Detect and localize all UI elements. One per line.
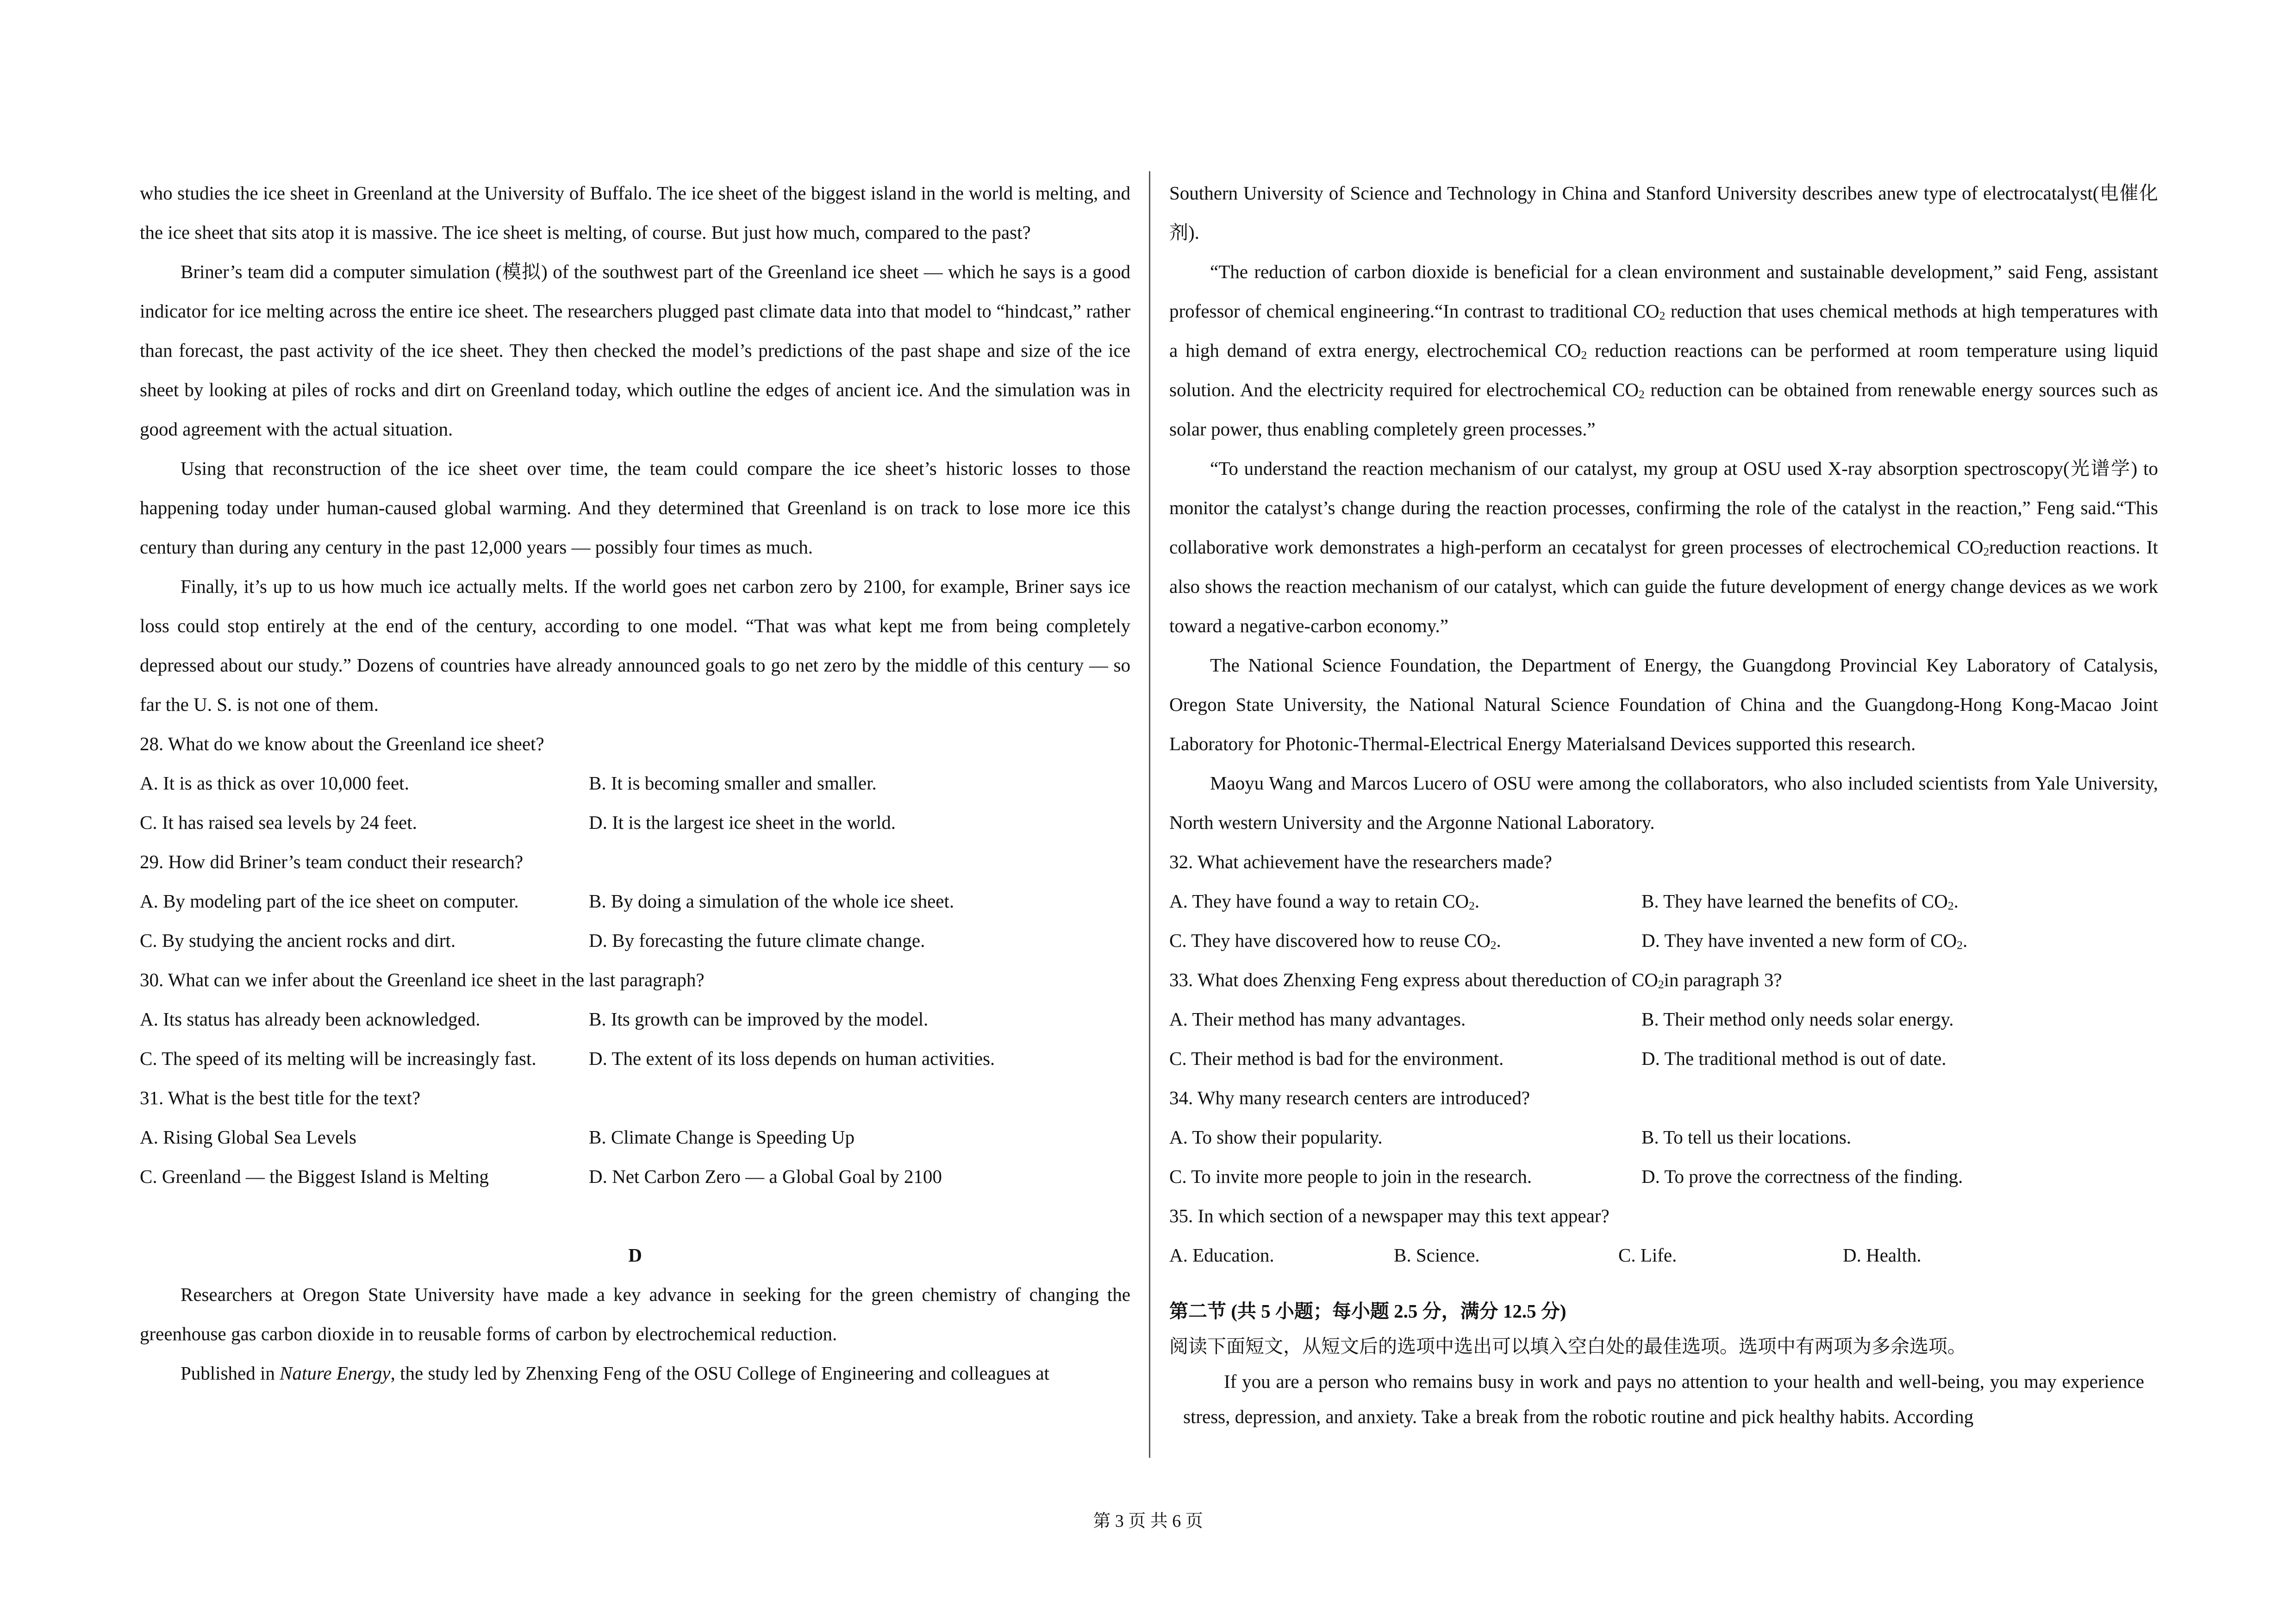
question-31-options (140, 1118, 1130, 1157)
question-30-options (140, 1000, 1130, 1039)
option-31b[interactable]: B. Climate Change is Speeding Up (589, 1126, 855, 1148)
option-34c[interactable]: C. To invite more people to join in the research. (1169, 1166, 1532, 1187)
question-29: 29. How did Briner’s team conduct their research? (140, 851, 524, 872)
subscript: 2 (1659, 309, 1666, 323)
subscript: 2 (1658, 978, 1664, 991)
option-34b[interactable]: B. To tell us their locations. (1641, 1126, 1852, 1148)
option-text: D. They have invented a new form of CO (1641, 930, 1957, 951)
option-31c[interactable]: C. Greenland — the Biggest Island is Melting (140, 1166, 489, 1187)
question-32-options-row2 (1169, 921, 2158, 960)
option-35b[interactable]: B. Science. (1394, 1244, 1480, 1266)
passage-d-paragraph-6: The National Science Foundation, the Department of Energy, the Guangdong Provincial Key Laboratory of Catalysis, Oregon State University, the National Natural Science Foundation of China and the Guangdong-Hong Kong-Macao Joint Laboratory for Photonic-Thermal-Electrical Energy Materialsand Devices supported this research. (1169, 654, 2158, 754)
passage-c-paragraph-2: Briner’s team did a computer simulation (模拟) of the southwest part of the Greenland ice sheet — which he says is a good indicator for ice melting across the entire ice sheet. The researchers plugged past climate data into that model to “hindcast,” rather than forecast, the past activity of the ice sheet. They then checked the model’s predictions of the past shape and size of the ice sheet by looking at piles of rocks and dirt on Greenland today, which outline the edges of ancient ice. And the simulation was in good agreement with the actual situation. (140, 261, 1130, 440)
text-run: , the study led by Zhenxing Feng of the OSU College of Engineering and colleagues at (390, 1362, 1049, 1384)
text-run: “The reduction of carbon dioxide is beneficial for a clean environment and sustainable development,” said Feng, assistant professor of chemical engineering.“In contrast to traditional CO (1169, 261, 2158, 322)
option-32c[interactable] (1169, 921, 1641, 960)
option-text: C. They have discovered how to reuse CO (1169, 930, 1491, 951)
question-29-options (140, 882, 1130, 921)
option-33a[interactable]: A. Their method has many advantages. (1169, 1008, 1466, 1030)
column-divider (1149, 171, 1150, 1458)
option-33d[interactable]: D. The traditional method is out of date. (1641, 1048, 1947, 1069)
spacer (1169, 1275, 2158, 1293)
option-33c[interactable]: C. Their method is bad for the environment. (1169, 1048, 1504, 1069)
option-30c[interactable]: C. The speed of its melting will be increasingly fast. (140, 1048, 537, 1069)
option-29a[interactable]: A. By modeling part of the ice sheet on computer. (140, 890, 519, 912)
passage-c-paragraph-3: Using that reconstruction of the ice sheet over time, the team could compare the ice sheet’s historic losses to those happening today under human-caused global warming. And they determined that Greenland is on track to lose more ice this century than during any century in the past 12,000 years — possibly four times as much. (140, 458, 1130, 558)
subscript: 2 (1581, 348, 1587, 362)
question-28-options (140, 764, 1130, 803)
question-33-options-row2 (1169, 1039, 2158, 1078)
question-34-options-row2 (1169, 1157, 2158, 1196)
option-29b[interactable]: B. By doing a simulation of the whole ice sheet. (589, 890, 955, 912)
subscript: 2 (1490, 939, 1497, 952)
period: . (1962, 930, 1968, 951)
subscript: 2 (1957, 939, 1963, 952)
period: . (1953, 890, 1959, 912)
text-run: Published in (181, 1362, 280, 1384)
option-28c[interactable]: C. It has raised sea levels by 24 feet. (140, 812, 417, 833)
option-28a[interactable]: A. It is as thick as over 10,000 feet. (140, 772, 409, 794)
question-31-options-row2 (140, 1157, 1130, 1196)
text-run: reduction that uses chemical methods at high temperatures with a high demand of extra energy, electrochemical CO (1169, 300, 2158, 361)
passage-d-paragraph-4 (1169, 252, 2158, 449)
option-32a[interactable] (1169, 882, 1641, 921)
question-31: 31. What is the best title for the text? (140, 1087, 421, 1108)
question-28: 28. What do we know about the Greenland ice sheet? (140, 733, 544, 754)
option-text: B. They have learned the benefits of CO (1641, 890, 1948, 912)
text-run: 33. What does Zhenxing Feng express about thereduction of CO (1169, 969, 1658, 990)
question-34: 34. Why many research centers are introduced? (1169, 1087, 1530, 1108)
option-35c[interactable]: C. Life. (1618, 1244, 1677, 1266)
question-33 (1169, 960, 2158, 1000)
passage-c-paragraph-4: Finally, it’s up to us how much ice actually melts. If the world goes net carbon zero by 2100, for example, Briner says ice loss could stop entirely at the end of the century, according to one model. “That was what kept me from being completely depressed about our study.” Dozens of countries have already announced goals to go net zero by the middle of this century — so far the U. S. is not one of them. (140, 576, 1130, 715)
option-28d[interactable]: D. It is the largest ice sheet in the world. (589, 812, 896, 833)
period: . (1496, 930, 1501, 951)
option-30a[interactable]: A. Its status has already been acknowledged. (140, 1008, 480, 1030)
option-29d[interactable]: D. By forecasting the future climate change. (589, 930, 925, 951)
subscript: 2 (1639, 388, 1645, 401)
left-column (140, 174, 1130, 1393)
text-run: reduction can be obtained from renewable energy sources such as solar power, thus enabling completely green processes.” (1169, 379, 2158, 440)
subscript: 2 (1947, 899, 1954, 913)
passage-c-paragraph-1: who studies the ice sheet in Greenland at the University of Buffalo. The ice sheet of the biggest island in the world is melting, and the ice sheet that sits atop it is massive. The ice sheet is melting, of course. But just how much, compared to the past? (140, 182, 1130, 243)
option-30b[interactable]: B. Its growth can be improved by the model. (589, 1008, 929, 1030)
question-35: 35. In which section of a newspaper may this text appear? (1169, 1205, 1610, 1226)
option-33b[interactable]: B. Their method only needs solar energy. (1641, 1008, 1954, 1030)
question-28-options-row2 (140, 803, 1130, 842)
section-2-instructions: 阅读下面短文，从短文后的选项中选出可以填入空白处的最佳选项。选项中有两项为多余选项。 (1169, 1336, 1966, 1357)
question-34-options (1169, 1118, 2158, 1157)
option-34a[interactable]: A. To show their popularity. (1169, 1126, 1383, 1148)
question-30: 30. What can we infer about the Greenland ice sheet in the last paragraph? (140, 969, 705, 990)
section-2-passage: If you are a person who remains busy in work and pays no attention to your health and well-being, you may experience stress, depression, and anxiety. Take a break from the robotic routine and pick healthy habits. According (1183, 1371, 2144, 1427)
option-35a[interactable]: A. Education. (1169, 1244, 1274, 1266)
page-footer: 第 3 页 共 6 页 (1093, 1511, 1203, 1531)
passage-d-paragraph-5 (1169, 449, 2158, 646)
option-28b[interactable]: B. It is becoming smaller and smaller. (589, 772, 877, 794)
option-35d[interactable]: D. Health. (1843, 1244, 1922, 1266)
passage-d-paragraph-3: Southern University of Science and Technology in China and Stanford University describes anew type of electrocatalyst(电催化剂). (1169, 182, 2158, 243)
question-33-options (1169, 1000, 2158, 1039)
option-29c[interactable]: C. By studying the ancient rocks and dirt. (140, 930, 456, 951)
section-d-heading: D (628, 1244, 642, 1266)
option-32d[interactable] (1641, 921, 1967, 960)
right-column (1169, 174, 2158, 1434)
subscript: 2 (1469, 899, 1475, 913)
passage-d-paragraph-1: Researchers at Oregon State University have made a key advance in seeking for the green chemistry of changing the greenhouse gas carbon dioxide in to reusable forms of carbon by electrochemical reduction. (140, 1284, 1130, 1344)
text-run: in paragraph 3? (1664, 969, 1782, 990)
option-text: A. They have found a way to retain CO (1169, 890, 1469, 912)
option-31d[interactable]: D. Net Carbon Zero — a Global Goal by 2100 (589, 1166, 942, 1187)
subscript: 2 (1983, 545, 1990, 559)
question-29-options-row2 (140, 921, 1130, 960)
text-run: reduction reactions. It also shows the reaction mechanism of our catalyst, which can guide the future development of energy change devices as we work toward a negative-carbon economy.” (1169, 536, 2158, 636)
journal-name: Nature Energy (280, 1362, 391, 1384)
passage-d-paragraph-2 (140, 1354, 1130, 1393)
text-run: “To understand the reaction mechanism of our catalyst, my group at OSU used X-ray absorption spectroscopy(光谱学) to monitor the catalyst’s change during the reaction processes, confirming the role of the catalyst in the reaction,” Feng said.“This collaborative work demonstrates a high-perform an cecatalyst for green processes of electrochemical CO (1169, 458, 2158, 558)
option-31a[interactable]: A. Rising Global Sea Levels (140, 1126, 357, 1148)
passage-d-paragraph-7: Maoyu Wang and Marcos Lucero of OSU were among the collaborators, who also included scientists from Yale University, North western University and the Argonne National Laboratory. (1169, 772, 2158, 833)
question-30-options-row2 (140, 1039, 1130, 1078)
question-35-options (1169, 1236, 2158, 1275)
period: . (1474, 890, 1480, 912)
option-34d[interactable]: D. To prove the correctness of the finding. (1641, 1166, 1963, 1187)
question-32: 32. What achievement have the researchers made? (1169, 851, 1552, 872)
option-30d[interactable]: D. The extent of its loss depends on human activities. (589, 1048, 995, 1069)
option-32b[interactable] (1641, 882, 1959, 921)
section-2-title: 第二节 (共 5 小题；每小题 2.5 分，满分 12.5 分) (1169, 1300, 1566, 1322)
spacer (140, 1196, 1130, 1236)
question-32-options (1169, 882, 2158, 921)
text-run: reduction reactions can be performed at room temperature using liquid solution. And the electricity required for electrochemical CO (1169, 340, 2158, 400)
